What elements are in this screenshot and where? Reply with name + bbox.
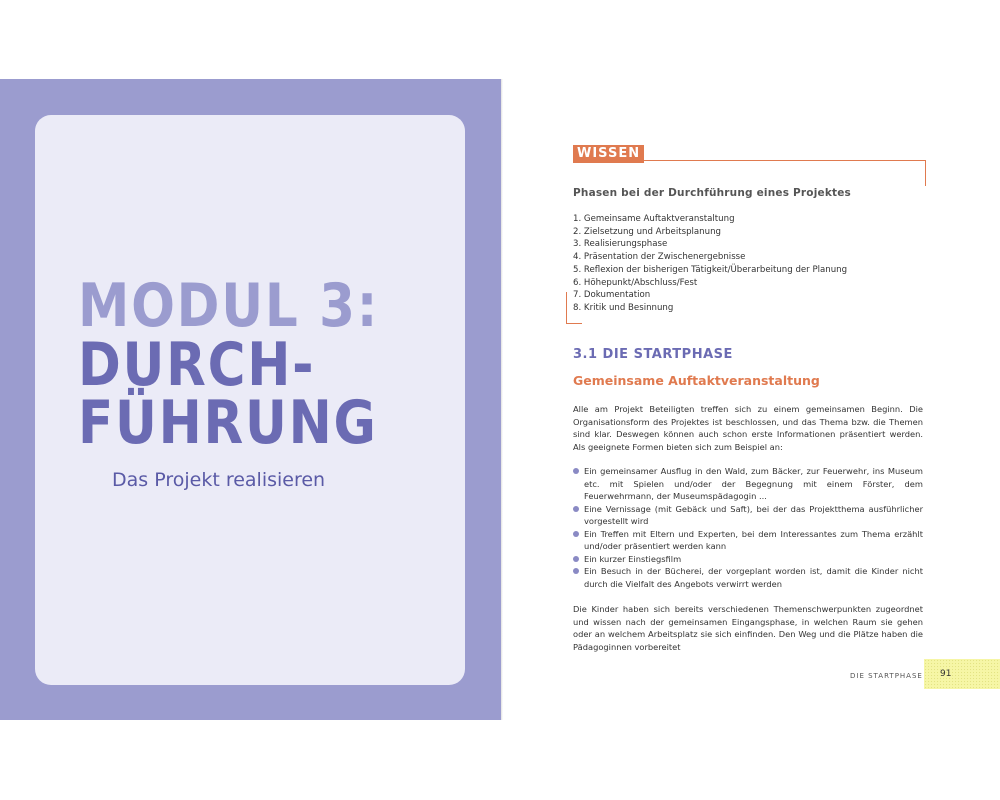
section-heading: 3.1 DIE STARTPHASE: [573, 347, 733, 362]
phase-item: 5. Reflexion der bisherigen Tätigkeit/Überarbeitung der Planung: [573, 264, 848, 275]
bullet-text: Ein gemeinsamer Ausflug in den Wald, zum Bäcker, zur Feuerwehr, ins Museum etc. mit Spielen und/oder der Begegnung mit einem Förster, dem Feuerwehrmann, der Museumspädagogin ...: [584, 466, 923, 501]
bullet-dot-icon: [573, 556, 579, 562]
phase-item: 4. Präsentation der Zwischenergebnisse: [573, 252, 746, 263]
wissen-box-bottom-rule: [566, 323, 582, 324]
phase-item: 6. Höhepunkt/Abschluss/Fest: [573, 277, 698, 288]
bullet-item: [573, 565, 923, 590]
content-page: [503, 79, 1000, 720]
bullet-dot-icon: [573, 506, 579, 512]
running-head: DIE STARTPHASE: [850, 672, 923, 680]
phase-item: 8. Kritik und Besinnung: [573, 302, 674, 313]
closing-paragraph: Die Kinder haben sich bereits verschiedenen Themenschwerpunkten zugeordnet und wissen nach der gemeinsamen Eingangsphase, in welchen Raum sie gehen oder an welchem Arbeitsplatz sie sich einfinden. Den Weg und die Plätze haben die Pädagoginnen vorbereitet: [573, 604, 923, 652]
phase-list: [573, 213, 847, 315]
bullet-text: Ein kurzer Einstiegsfilm: [584, 553, 682, 564]
phase-item: 3. Realisierungsphase: [573, 239, 668, 250]
bullet-item: [573, 465, 923, 503]
phase-item: 7. Dokumentation: [573, 290, 651, 301]
module-title-line-2: DURCH-: [78, 330, 316, 400]
wissen-box-right-rule: [925, 160, 926, 186]
module-title-page: [0, 79, 501, 720]
page-number-box: [924, 659, 1000, 689]
wissen-box-top-rule: [640, 160, 926, 161]
page-number: 91: [940, 669, 952, 679]
bullet-list: [573, 465, 923, 590]
wissen-tag: WISSEN: [573, 145, 644, 163]
phase-item: 1. Gemeinsame Auftaktveranstaltung: [573, 214, 735, 224]
bullet-text: Eine Vernissage (mit Gebäck und Saft), bei der das Projektthema ausführlicher vorgestellt wird: [584, 503, 923, 526]
module-subtitle: Das Projekt realisieren: [112, 469, 326, 491]
module-title-line-1: MODUL 3:: [78, 271, 380, 341]
intro-paragraph: Alle am Projekt Beteiligten treffen sich zu einem gemeinsamen Beginn. Die Organisationsform des Projektes ist beschlossen, und das Thema bzw. die Themen sind klar. Deswegen können auch schon erste Informationen präsentiert werden. Als geeignete Formen bieten sich zum Beispiel an:: [573, 404, 923, 452]
wissen-box-left-rule: [566, 292, 567, 324]
bullet-text: Ein Treffen mit Eltern und Experten, bei dem Interessantes zum Thema erzählt und/oder präsentiert werden kann: [584, 528, 923, 551]
bullet-item: [573, 528, 923, 553]
bullet-dot-icon: [573, 531, 579, 537]
phase-item: 2. Zielsetzung und Arbeitsplanung: [573, 226, 721, 237]
bullet-text: Ein Besuch in der Bücherei, der vorgeplant worden ist, damit die Kinder nicht durch die Vielfalt des Angebots verwirrt werden: [584, 566, 923, 589]
subsection-heading: Gemeinsame Auftaktveranstaltung: [573, 373, 820, 388]
wissen-box-heading: Phasen bei der Durchführung eines Projektes: [573, 187, 852, 199]
module-title-line-3: FÜHRUNG: [78, 388, 378, 458]
bullet-dot-icon: [573, 568, 579, 574]
book-spread: [0, 79, 1000, 720]
bullet-dot-icon: [573, 468, 579, 474]
bullet-item: [573, 553, 923, 566]
bullet-item: [573, 503, 923, 528]
